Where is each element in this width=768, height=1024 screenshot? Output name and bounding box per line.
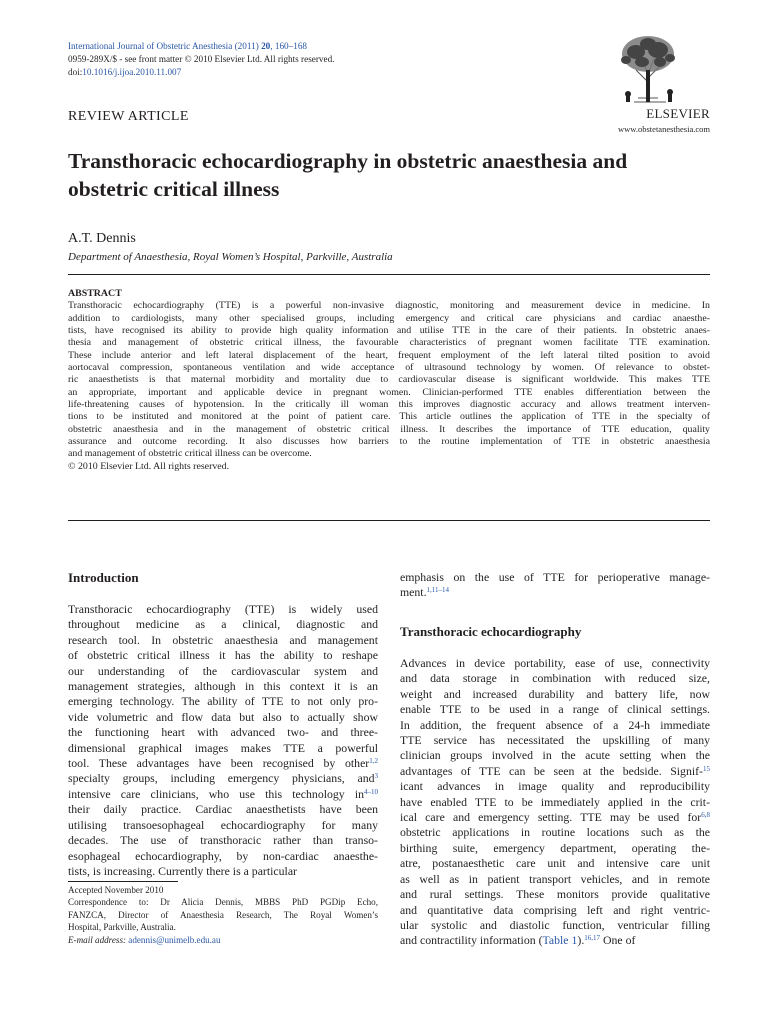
- line-text: clinician groups involved in the acute setting when the: [400, 748, 710, 763]
- line-text: emerging technology. The ability of TTE to not only pro-: [68, 694, 378, 709]
- line-text: vide volumetric and flow data but also to actually show: [68, 709, 378, 724]
- article-title: [68, 147, 718, 203]
- abstract-line: aortocaval compression, spontaneous ventilation and wide acceptance of ultrasound technology by women. Of relevance to obstet-: [68, 362, 710, 374]
- line-text: One of: [600, 933, 636, 948]
- right-column-body: [400, 656, 710, 949]
- body-line: [400, 903, 710, 918]
- body-line: [400, 748, 710, 763]
- abstract-line: These include anterior and left lateral displacement of the heart, frequent employment of the left lateral tilted position to avoid: [68, 349, 710, 361]
- line-text: intensive care clinicians,: [68, 786, 199, 801]
- abstract-line: life-threatening causes of hypotension. In the critically ill woman this improves diagnostic accuracy and allows treatment interven-: [68, 399, 710, 411]
- line-text: ment.: [400, 585, 427, 600]
- abstract-line: and management of obstetric critical illness can be overcome.: [68, 448, 312, 460]
- elsevier-tree-icon: [612, 34, 684, 104]
- accepted-date: Accepted November 2010: [68, 885, 164, 895]
- article-type: REVIEW ARTICLE: [68, 109, 189, 124]
- journal-pages[interactable]: , 160–168: [270, 41, 307, 51]
- line-text: obstetric applications in routine locations such as the: [400, 825, 710, 840]
- footnote-divider: [68, 881, 178, 882]
- line-text: TTE may be used for: [572, 810, 702, 825]
- line-text: enable TTE to be used in a range of clinical settings.: [400, 702, 710, 717]
- title-line: obstetric critical illness: [68, 177, 280, 201]
- body-line: [400, 825, 710, 840]
- line-text: utilising transoesophageal echocardiography for many: [68, 817, 378, 832]
- body-line: [68, 648, 378, 663]
- body-line: [68, 818, 378, 833]
- body-line: [68, 664, 378, 679]
- body-line: [68, 617, 378, 632]
- line-text: have enabled TTE to be immediately applied in the crit-: [400, 794, 710, 809]
- body-line: [400, 795, 710, 810]
- citation-ref[interactable]: 16,17: [584, 934, 601, 943]
- line-text: research tool. In obstetric anaesthesia and management: [68, 632, 378, 647]
- line-text: and rural settings. These monitors provide qualitative: [400, 887, 710, 902]
- line-text: throughout medicine as a clinical, diagnostic and: [68, 617, 378, 632]
- line-text: ).: [577, 933, 585, 948]
- line-text: and contractility information (: [400, 933, 543, 948]
- abstract-line: ric anaesthetists is that maternal morbidity and mortality due to cardiovascular disease is significant worldwide. This makes TTE: [68, 374, 710, 386]
- correspondence-line: FANZCA, Director of Anaesthesia Research, The Royal Women’s: [68, 909, 378, 920]
- publisher-logo[interactable]: [604, 34, 710, 138]
- line-text: tists, is increasing. Currently there is a particular: [68, 863, 297, 878]
- line-text: ical care and emergency setting.: [400, 810, 573, 825]
- body-line: [68, 679, 378, 694]
- line-text: Signif-: [661, 763, 703, 778]
- publisher-name: ELSEVIER: [646, 106, 710, 121]
- section-heading-tte: Transthoracic echocardiography: [400, 624, 582, 639]
- line-text: icant advances in image quality and reproducibility: [400, 779, 710, 794]
- body-line: [400, 810, 710, 825]
- journal-name[interactable]: International Journal of Obstetric Anesthesia (2011): [68, 41, 262, 51]
- line-text: emphasis on the use of TTE for perioperative manage-: [400, 570, 710, 584]
- divider-top: [68, 274, 710, 275]
- citation-ref[interactable]: 1,2: [369, 757, 378, 766]
- journal-volume[interactable]: 20: [261, 41, 271, 51]
- abstract-line: assurance and outcome recording. It also discusses how barriers to the routine implementation of TTE in obstetric anaesthesia: [68, 436, 710, 448]
- body-line: [400, 702, 710, 717]
- abstract: [68, 288, 710, 473]
- journal-header: [68, 40, 334, 79]
- line-text: of obstetric critical illness it has the ability to reshape: [68, 648, 378, 663]
- line-text: our understanding of the cardiovascular system and: [68, 663, 378, 678]
- line-text: advantages of TTE can be seen at the bedside.: [400, 763, 662, 778]
- line-text: the functioning heart with advanced two- and three-: [68, 725, 378, 740]
- line-text: In addition, the frequent absence of a 24-h immediate: [400, 717, 710, 732]
- abstract-line: thesia and management of obstetric critical illness, the favourable characteristics of pregnant women facilitate TTE examination.: [68, 337, 710, 349]
- journal-doi: [68, 66, 334, 79]
- title-line: Transthoracic echocardiography in obstetric anaesthesia and: [68, 149, 628, 173]
- body-line: [400, 918, 710, 933]
- line-text: who use this technology in: [198, 786, 364, 801]
- doi-link[interactable]: 10.1016/j.ijoa.2010.11.007: [82, 67, 182, 77]
- body-line: [68, 756, 378, 771]
- section-heading-introduction: Introduction: [68, 570, 139, 585]
- body-line: [400, 570, 710, 585]
- right-column-intro: [400, 570, 710, 601]
- body-line: [68, 694, 378, 709]
- body-line: [400, 733, 710, 748]
- body-line: [400, 687, 710, 702]
- line-text: weight and increased durability and battery life, now: [400, 686, 710, 701]
- abstract-line: Transthoracic echocardiography (TTE) is a powerful non-invasive diagnostic, monitoring and measurement device in medicine. In: [68, 300, 710, 312]
- journal-url[interactable]: www.obstetanesthesia.com: [618, 124, 710, 134]
- body-line: [68, 849, 378, 864]
- divider-bottom: [68, 520, 710, 521]
- author-name: A.T. Dennis: [68, 231, 136, 246]
- body-line: [68, 864, 378, 879]
- citation-ref[interactable]: 4–10: [364, 787, 378, 796]
- line-text: atre, postanaesthetic care unit and intensive care unit: [400, 856, 710, 871]
- body-line: [400, 718, 710, 733]
- abstract-line: addition to cardiologists, many other specialised groups, including emergency and critical care physicians and cardiac anaesthe-: [68, 312, 710, 324]
- author-affiliation: Department of Anaesthesia, Royal Women’s Hospital, Parkville, Australia: [68, 251, 393, 263]
- left-column-body: [68, 602, 378, 879]
- line-text: and data storage in combination with reduced size,: [400, 671, 710, 686]
- abstract-line: obstetric anaesthesia and in the management of obstetric critical illness. It describes the importance of TTE education, quality: [68, 423, 710, 435]
- journal-citation: [68, 40, 334, 53]
- line-text: esophageal echocardiography, by non-cardiac anaesthe-: [68, 848, 378, 863]
- body-line: [68, 710, 378, 725]
- line-text: their daily practice. Cardiac anaesthetists have been: [68, 802, 378, 817]
- citation-ref[interactable]: 3: [374, 772, 378, 781]
- abstract-heading: ABSTRACT: [68, 288, 122, 299]
- line-text: ular systolic and diastolic function, ventricular filling: [400, 917, 710, 932]
- body-line: [400, 671, 710, 686]
- abstract-line: an appropriate, important and applicable device in pregnant women. Clinician-performed TTE enables differentiation between the: [68, 386, 710, 398]
- line-text: decades. The use of transthoracic rather than transo-: [68, 833, 378, 848]
- line-text: tool.: [68, 756, 90, 771]
- body-line: [400, 779, 710, 794]
- body-line: [400, 764, 710, 779]
- email-label: E-mail address:: [68, 934, 127, 945]
- line-text: Advances in device portability, ease of use, connectivity: [400, 656, 710, 670]
- correspondence-line: Correspondence to: Dr Alicia Dennis, MBBS PhD PGDip Echo,: [68, 897, 378, 908]
- abstract-line: tists, have recognised its ability to provide high quality information and utilise TTE in the care of their patients. In obstetric anaes-: [68, 325, 710, 337]
- abstract-line: tions to be instituted and monitored at the point of patient care. This article outlines the application of TTE in the specialty of: [68, 411, 710, 423]
- email-link[interactable]: adennis@unimelb.edu.au: [128, 934, 221, 945]
- body-line: [68, 633, 378, 648]
- line-text: management strategies, although in this context it is an: [68, 679, 378, 694]
- body-line: [400, 856, 710, 871]
- body-line: [400, 585, 710, 600]
- body-line: [68, 802, 378, 817]
- journal-issn: 0959-289X/$ - see front matter © 2010 Elsevier Ltd. All rights reserved.: [68, 54, 335, 64]
- body-line: [400, 933, 710, 948]
- line-text: birthing suite, emergency department, operating the-: [400, 840, 710, 855]
- line-text: as well as in patient transport vehicles, and in remote: [400, 871, 710, 886]
- line-text: specialty groups, including emergency physicians,: [68, 771, 345, 786]
- doi-label: doi:: [68, 67, 83, 77]
- line-text: These advantages have been recognised by other: [89, 756, 370, 771]
- line-text: and quantitative data comprising left and right ventric-: [400, 902, 710, 917]
- body-line: [68, 771, 378, 786]
- body-line: [68, 741, 378, 756]
- body-line: [68, 787, 378, 802]
- body-line: [68, 602, 378, 617]
- citation-ref[interactable]: 15: [703, 764, 710, 773]
- body-line: [400, 841, 710, 856]
- body-line: [400, 656, 710, 671]
- copyright-line: © 2010 Elsevier Ltd. All rights reserved.: [68, 460, 230, 472]
- correspondence-footnote: [68, 884, 378, 946]
- citation-ref[interactable]: 6,8: [701, 811, 710, 820]
- line-text: dimensional graphical images makes TTE a powerful: [68, 740, 378, 755]
- line-text: TTE service has necessitated the upskilling of many: [400, 733, 710, 748]
- body-line: [68, 833, 378, 848]
- table-link[interactable]: Table 1: [542, 933, 578, 948]
- line-text: and: [344, 771, 375, 786]
- body-line: [400, 872, 710, 887]
- email-line: [68, 934, 378, 946]
- line-text: Transthoracic echocardiography (TTE) is widely used: [68, 602, 378, 616]
- body-line: [400, 887, 710, 902]
- body-line: [68, 725, 378, 740]
- citation-ref[interactable]: 1,11–14: [426, 586, 450, 595]
- correspondence-line: Hospital, Parkville, Australia.: [68, 922, 176, 933]
